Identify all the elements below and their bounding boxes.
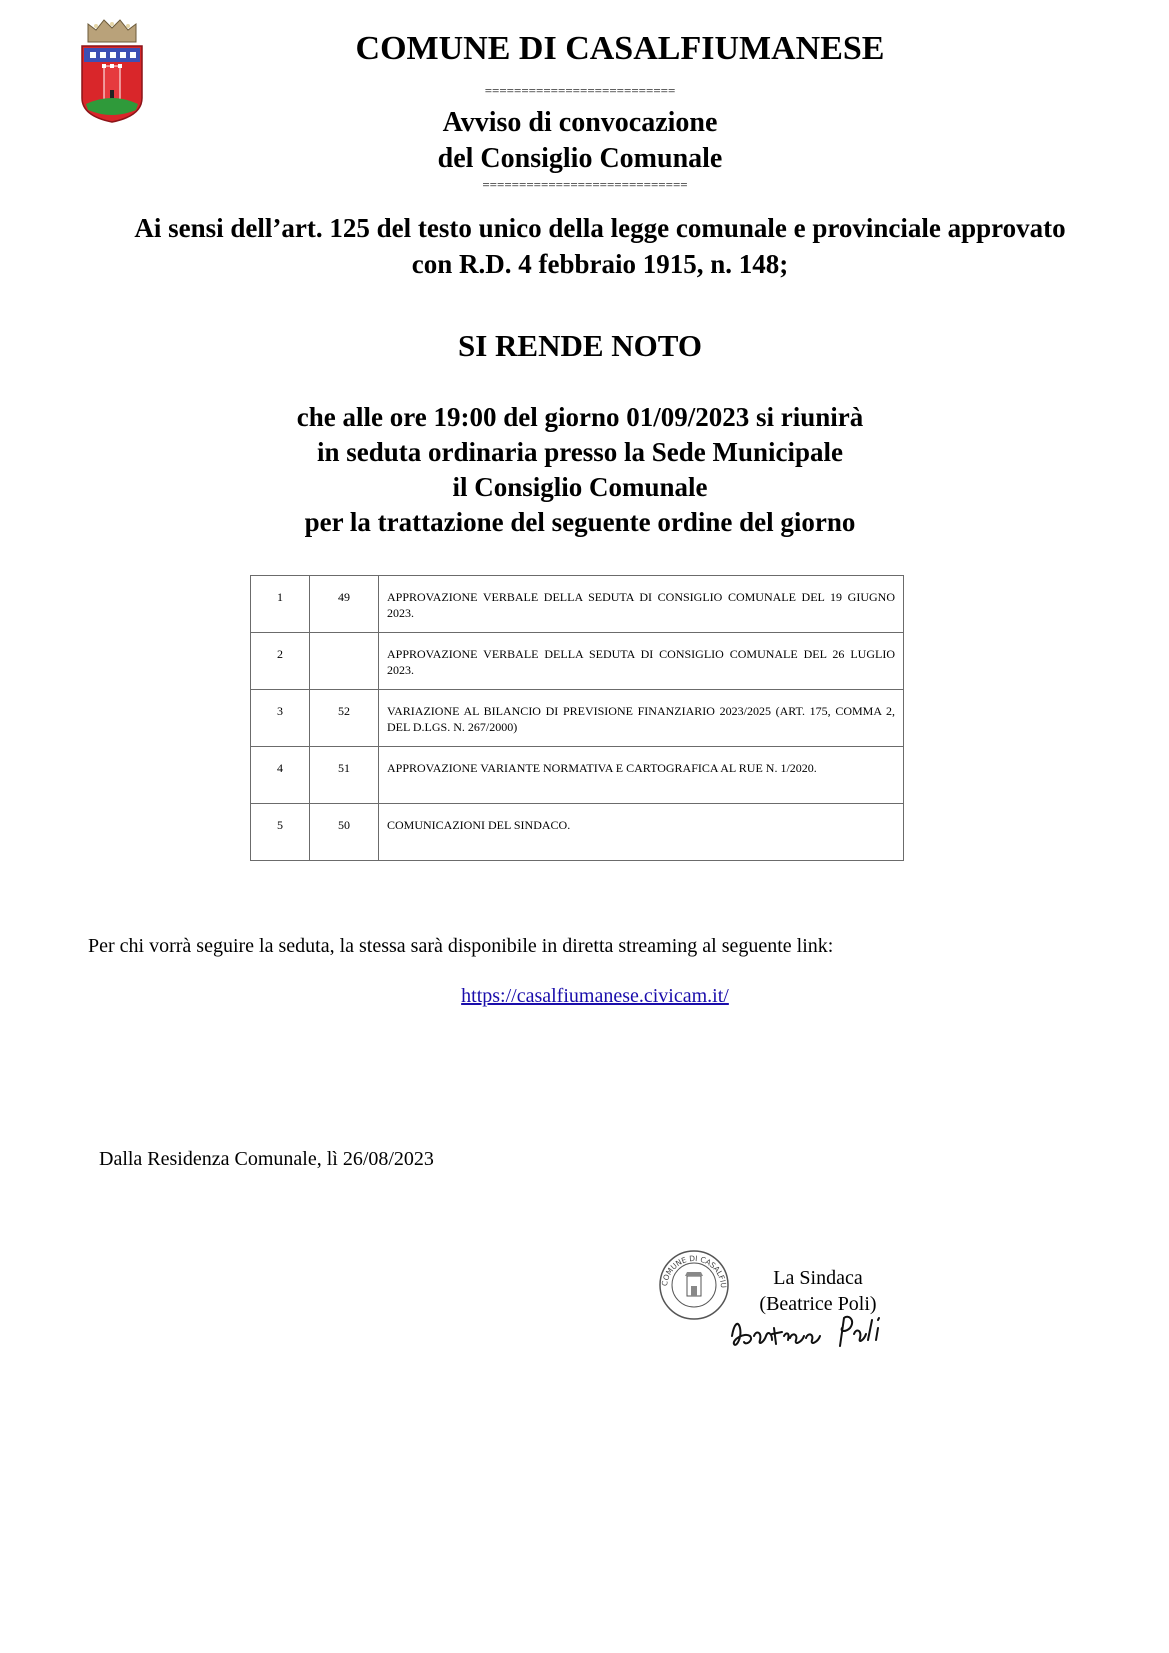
agenda-item-description: APPROVAZIONE VERBALE DELLA SEDUTA DI CONSIGLIO COMUNALE DEL 19 GIUGNO 2023. bbox=[379, 576, 904, 633]
municipal-seal-icon bbox=[657, 1248, 731, 1322]
table-row bbox=[251, 747, 904, 804]
agenda-item-number: 5 bbox=[251, 804, 310, 861]
table-row bbox=[251, 576, 904, 633]
agenda-table bbox=[250, 575, 904, 861]
meeting-line-4: per la trattazione del seguente ordine del giorno bbox=[304, 507, 856, 537]
agenda-item-description: APPROVAZIONE VERBALE DELLA SEDUTA DI CONSIGLIO COMUNALE DEL 26 LUGLIO 2023. bbox=[379, 633, 904, 690]
announcement-heading: SI RENDE NOTO bbox=[457, 328, 703, 363]
legal-basis bbox=[60, 210, 1140, 282]
notice-title-line-2: del Consiglio Comunale bbox=[437, 143, 723, 174]
agenda-item-reference: 49 bbox=[310, 576, 379, 633]
legal-basis-line-1: Ai sensi dell’art. 125 del testo unico della legge comunale e provinciale approvato bbox=[134, 213, 1066, 243]
agenda-item-number: 1 bbox=[251, 576, 310, 633]
agenda-item-number: 3 bbox=[251, 690, 310, 747]
notice-title bbox=[380, 105, 780, 177]
signer-name: (Beatrice Poli) bbox=[759, 1293, 877, 1315]
table-row bbox=[251, 633, 904, 690]
meeting-line-2: in seduta ordinaria presso la Sede Municipale bbox=[316, 437, 844, 467]
streaming-note: Per chi vorrà seguire la seduta, la stessa sarà disponibile in diretta streaming al seguente link: bbox=[88, 935, 834, 957]
meeting-line-3: il Consiglio Comunale bbox=[452, 472, 708, 502]
municipality-title: COMUNE DI CASALFIUMANESE bbox=[355, 30, 885, 67]
streaming-link[interactable]: https://casalfiumanese.civicam.it/ bbox=[461, 985, 729, 1007]
agenda-item-description: APPROVAZIONE VARIANTE NORMATIVA E CARTOGRAFICA AL RUE N. 1/2020. bbox=[379, 747, 904, 804]
agenda-item-number: 4 bbox=[251, 747, 310, 804]
agenda-item-reference: 52 bbox=[310, 690, 379, 747]
agenda-item-description: COMUNICAZIONI DEL SINDACO. bbox=[379, 804, 904, 861]
agenda-item-reference: 51 bbox=[310, 747, 379, 804]
date-line: Dalla Residenza Comunale, lì 26/08/2023 bbox=[99, 1148, 434, 1170]
agenda-item-number: 2 bbox=[251, 633, 310, 690]
agenda-item-reference bbox=[310, 633, 379, 690]
notice-title-line-1: Avviso di convocazione bbox=[442, 107, 718, 138]
handwritten-signature bbox=[728, 1310, 910, 1354]
agenda-item-description: VARIAZIONE AL BILANCIO DI PREVISIONE FINANZIARIO 2023/2025 (ART. 175, COMMA 2, DEL D.LGS. N. 267/2000) bbox=[379, 690, 904, 747]
table-row bbox=[251, 804, 904, 861]
legal-basis-line-2: con R.D. 4 febbraio 1915, n. 148; bbox=[411, 249, 789, 279]
svg-text:COMUNE DI CASALFIUMANESE: COMUNE DI CASALFIU bbox=[660, 1253, 729, 1289]
agenda-item-reference: 50 bbox=[310, 804, 379, 861]
coat-of-arms-icon bbox=[78, 12, 146, 124]
separator-line: ============================ bbox=[482, 177, 688, 192]
table-row bbox=[251, 690, 904, 747]
meeting-details bbox=[200, 400, 960, 540]
separator-line: ========================== bbox=[484, 83, 676, 98]
meeting-line-1: che alle ore 19:00 del giorno 01/09/2023 si riunirà bbox=[296, 402, 864, 432]
signer-role: La Sindaca bbox=[773, 1267, 863, 1289]
